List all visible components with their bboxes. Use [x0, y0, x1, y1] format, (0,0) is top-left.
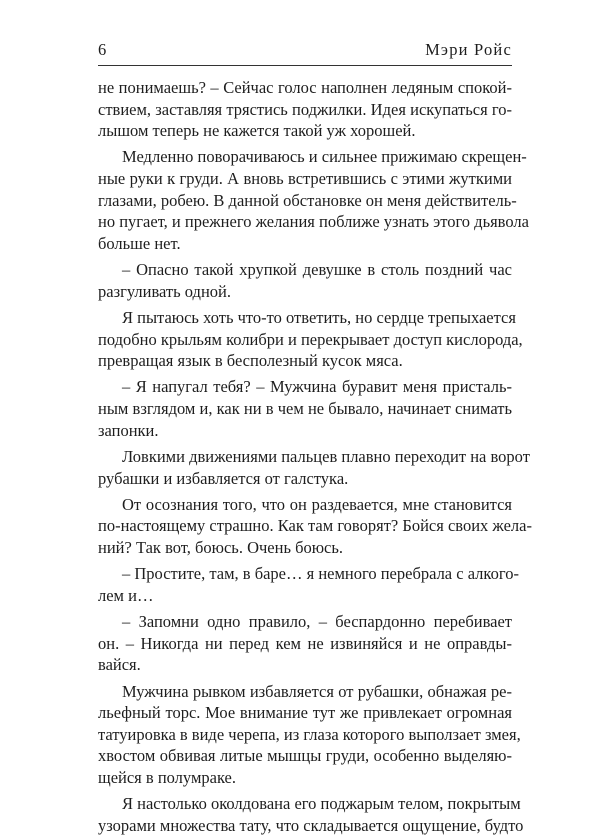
text-line: – Опасно такой хрупкой девушке в столь поздний час — [122, 260, 512, 280]
header-rule — [98, 65, 512, 66]
text-line: но пугает, и прежнего желания поближе узнать этого дьявола — [98, 212, 529, 232]
text-line: Ловкими движениями пальцев плавно переходит на ворот — [122, 446, 530, 466]
text-line: татуировка в виде черепа, из глаза которого выползает змея, — [98, 724, 521, 744]
text-line: ствием, заставляя трястись поджилки. Идея искупаться го- — [98, 99, 512, 119]
text-line: ные руки к груди. А вновь встретившись с этими жуткими — [98, 169, 512, 189]
text-line: хвостом обвивая литые мышцы груди, особенно выделяю- — [98, 746, 512, 766]
paragraph — [98, 376, 512, 441]
paragraph — [98, 259, 512, 302]
text-line: льефный торс. Мое внимание тут же привлекает огромная — [98, 703, 512, 723]
paragraph — [98, 793, 524, 836]
paragraph — [98, 77, 512, 142]
text-line: запонки. — [98, 420, 159, 440]
text-line: подобно крыльям колибри и перекрывает доступ кислорода, — [98, 329, 523, 349]
text-line: От осознания того, что он раздевается, мне становится — [122, 494, 512, 514]
paragraph — [98, 446, 530, 489]
text-line: он. – Никогда ни перед кем не извиняйся и не оправды- — [98, 633, 512, 653]
running-head — [98, 40, 512, 64]
text-line: – Запомни одно правило, – беспардонно перебивает — [122, 612, 512, 632]
paragraph — [98, 563, 519, 606]
paragraph — [98, 307, 523, 372]
text-line: ным взглядом и, как ни в чем не бывало, начинает снимать — [98, 399, 512, 419]
paragraph — [98, 681, 521, 789]
text-line: лышом теперь не кажется такой уж хорошей. — [98, 121, 416, 141]
text-line: ний? Так вот, боюсь. Очень боюсь. — [98, 538, 344, 557]
text-line: узорами множества тату, что складывается ощущение, будто — [98, 815, 524, 835]
body-text — [98, 77, 532, 836]
text-line: вайся. — [98, 655, 141, 675]
text-line: Мужчина рывком избавляется от рубашки, обнажая ре- — [122, 681, 512, 701]
text-line: превращая язык в бесполезный кусок мяса. — [98, 351, 403, 371]
paragraph — [98, 146, 529, 254]
text-line: Я настолько околдована его поджарым телом, покрытым — [122, 794, 521, 814]
paragraph — [98, 494, 532, 559]
text-line: глазами, робею. В данной обстановке он меня действитель- — [98, 190, 517, 210]
paragraph — [98, 611, 512, 676]
page-number: 6 — [98, 40, 107, 59]
text-line: Я пытаюсь хоть что-то ответить, но сердце трепыхается — [122, 308, 516, 327]
text-line: щейся в полумраке. — [98, 768, 237, 787]
running-head-author: Мэри Ройс — [425, 40, 512, 59]
text-line: рубашки и избавляется от галстука. — [98, 468, 349, 488]
text-line: лем и… — [98, 585, 154, 605]
text-line: не понимаешь? – Сейчас голос наполнен ледяным спокой- — [98, 78, 512, 97]
text-line: больше нет. — [98, 233, 181, 253]
text-line: – Простите, там, в баре… я немного перебрала с алкого- — [122, 564, 519, 584]
text-line: Медленно поворачиваюсь и сильнее прижимаю скрещен- — [122, 147, 527, 167]
text-line: по-настоящему страшно. Как там говорят? Бойся своих жела- — [98, 516, 532, 536]
text-line: разгуливать одной. — [98, 281, 231, 301]
text-line: – Я напугал тебя? – Мужчина буравит меня присталь- — [122, 377, 512, 397]
